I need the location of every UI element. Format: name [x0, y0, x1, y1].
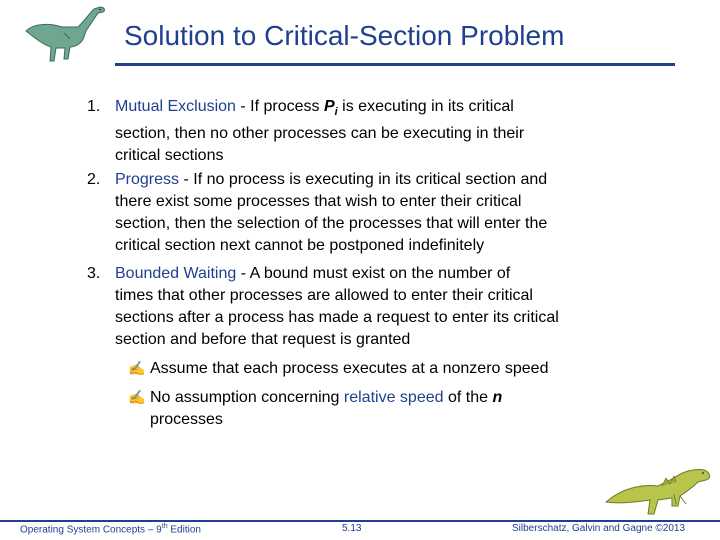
- item-line: sections after a process has made a request to enter its critical: [115, 309, 559, 326]
- dinosaur-illustration-icon: [602, 458, 720, 520]
- item-line: critical sections: [115, 147, 224, 165]
- item-text: - If no process is executing in its critical section and: [179, 171, 548, 188]
- sub-bullet-line: processes: [150, 411, 223, 428]
- term-progress: Progress: [115, 171, 180, 188]
- title-divider: [115, 63, 675, 66]
- item-number: 1.: [87, 98, 101, 115]
- sub-bullet-text: No assumption concerning: [150, 389, 344, 406]
- sub-bullet-relative-speed: [128, 386, 628, 431]
- sub-bullet-text: of the: [443, 389, 493, 406]
- dinosaur-logo-icon: [20, 3, 115, 68]
- item-line: section, then the selection of the processes that will enter the: [115, 215, 548, 232]
- item-number: 3.: [87, 265, 101, 282]
- item-line: section and before that request is granted: [115, 331, 411, 348]
- item-text: - A bound must exist on the number of: [236, 265, 511, 282]
- sub-bullet-nonzero-speed: [128, 357, 628, 380]
- item-line: times that other processes are allowed to enter their critical: [115, 287, 533, 304]
- item-text: - If process: [235, 98, 324, 115]
- footer-copyright: Silberschatz, Galvin and Gagne ©2013: [512, 523, 686, 534]
- item-line: there exist some processes that wish to enter their critical: [115, 193, 522, 210]
- term-mutual-exclusion: Mutual Exclusion: [115, 98, 236, 115]
- item-number: 2.: [87, 171, 101, 188]
- term-bounded-waiting: Bounded Waiting: [115, 265, 237, 282]
- footer-divider: [0, 520, 720, 522]
- list-item-progress: [87, 169, 627, 257]
- process-variable: $P_i$: [323, 98, 338, 119]
- item-line: critical section next cannot be postponed indefinitely: [115, 237, 485, 254]
- list-item-bounded-waiting: [87, 263, 627, 351]
- bullet-icon: ✍: [128, 360, 146, 376]
- n-variable: n: [492, 389, 503, 406]
- footer-book-title: Operating System Concepts – 9th Edition: [20, 523, 201, 536]
- sub-bullet-text: Assume that each process executes at a nonzero speed: [150, 360, 549, 377]
- bullet-icon: ✍: [128, 389, 146, 405]
- item-text: is executing in its critical: [337, 98, 514, 115]
- item-line: section, then no other processes can be executing in their: [115, 125, 525, 143]
- footer-page-number: 5.13: [342, 523, 362, 534]
- term-relative-speed: relative speed: [343, 389, 444, 406]
- list-item-mutual-exclusion: [87, 96, 627, 167]
- page-title: Solution to Critical-Section Problem: [124, 20, 565, 51]
